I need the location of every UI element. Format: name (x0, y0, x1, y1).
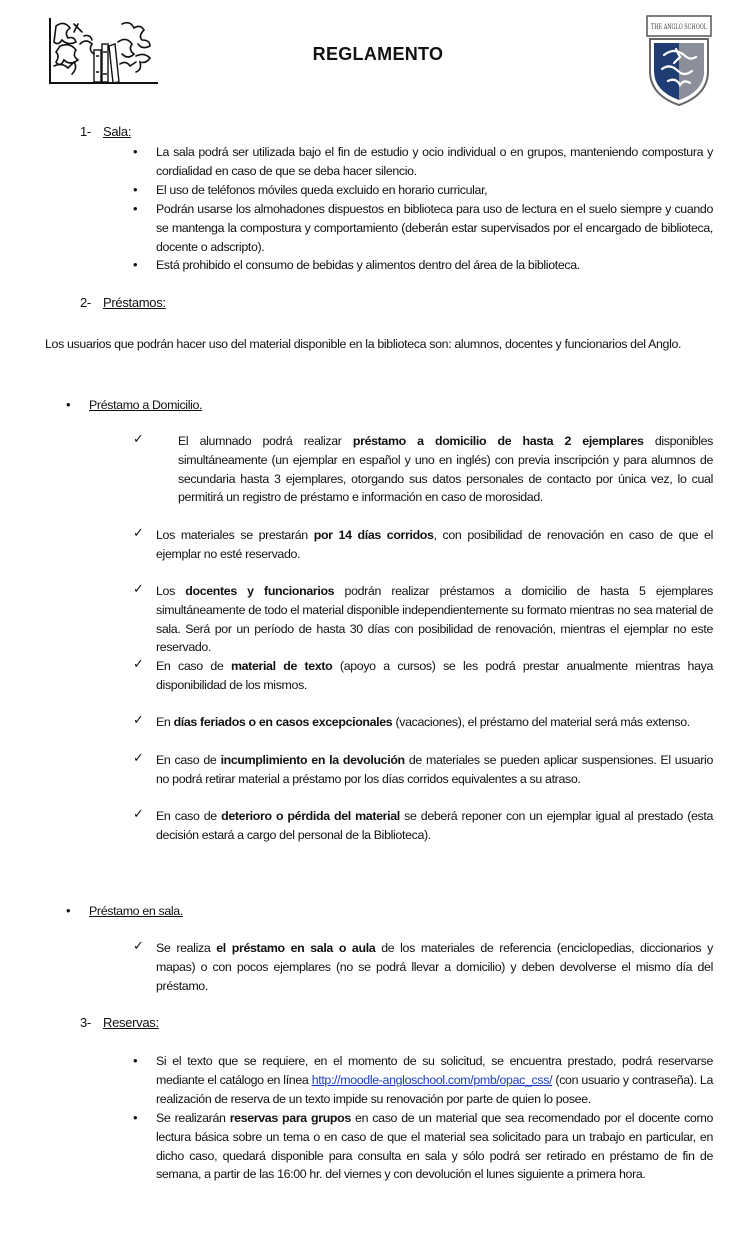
domicilio-rule-7: En caso de deterioro o pérdida del material se deberá reponer con un ejemplar igual al prestado (esta decisión estará a cargo del personal de la Biblioteca). (156, 809, 713, 842)
section-heading-reservas (80, 1014, 159, 1033)
section-label: Sala: (103, 124, 132, 139)
section-heading-prestamos (80, 294, 166, 313)
bullet-icon: • (133, 257, 138, 272)
bullet-icon: • (133, 201, 138, 216)
checkmark-icon: ✓ (133, 751, 144, 766)
opac-catalog-link[interactable]: http://moodle-angloschool.com/pmb/opac_css/ (311, 1072, 553, 1087)
bullet-icon: • (133, 1110, 138, 1125)
en-sala-rule-1: Se realiza el préstamo en sala o aula de los materiales de referencia (enciclopedias, diccionarios y mapas) o con pocos ejemplares (no se podrá llevar a domicilio) y deben devolverse el mismo día del préstamo. (156, 941, 713, 993)
prestamos-intro: Los usuarios que podrán hacer uso del material disponible en la biblioteca son: alumnos, docentes y funcionarios del Anglo. (45, 337, 682, 351)
section-label: Préstamos: (103, 295, 166, 310)
bullet-icon: • (66, 903, 71, 918)
sala-rule-3: Podrán usarse los almohadones dispuestos en biblioteca para uso de lectura en el suelo siempre y cuando se mantenga la compostura y comportamiento (deberán estar supervisados por el encargado de biblioteca, docente o adscripto). (156, 202, 713, 254)
sala-rule-4: Está prohibido el consumo de bebidas y alimentos dentro del área de la biblioteca. (156, 258, 580, 272)
school-crest-icon (646, 15, 712, 107)
page-title: REGLAMENTO (312, 44, 444, 64)
reservas-rule-2: Se realizarán reservas para grupos en caso de un material que sea recomendado por el docente como lectura básica sobre un tema o en caso de que el material sea solicitado para un trabajo en particular, en dicho caso, quedará disponible para consulta en sala y sólo podrá ser retirado en préstamo de fin de semana, a partir de las 16:00 hr. del viernes y con devolución el lunes siguiente a primera hora. (156, 1111, 713, 1182)
section-heading-sala (80, 123, 131, 142)
checkmark-icon: ✓ (133, 807, 144, 822)
bullet-icon: • (133, 1053, 138, 1068)
section-number: 2- (80, 295, 91, 310)
domicilio-rule-4: En caso de material de texto (apoyo a cursos) se les podrá prestar anualmente mientras haya disponibilidad de los mismos. (156, 659, 713, 692)
checkmark-icon: ✓ (133, 526, 144, 541)
reservas-rule-1: Si el texto que se requiere, en el momento de su solicitud, se encuentra prestado, podrá reservarse mediante el catálogo en línea http://moodle-angloschool.com/pmb/opac_css/ (con usuario y contraseña). La realización de reserva de un texto impide su renovación por parte de quien lo posee. (156, 1054, 713, 1106)
checkmark-icon: ✓ (133, 713, 144, 728)
domicilio-rule-2: Los materiales se prestarán por 14 días corridos, con posibilidad de renovación en caso de que el ejemplar no esté reservado. (156, 528, 713, 561)
bullet-icon: • (133, 144, 138, 159)
bullet-icon: • (133, 182, 138, 197)
sala-rule-2: El uso de teléfonos móviles queda excluido en horario curricular, (156, 183, 488, 197)
checkmark-icon: ✓ (133, 939, 144, 954)
checkmark-icon: ✓ (133, 432, 144, 447)
section-number: 1- (80, 124, 91, 139)
subsection-en-sala: Préstamo en sala. (89, 904, 183, 918)
domicilio-rule-1: El alumnado podrá realizar préstamo a domicilio de hasta 2 ejemplares disponibles simultáneamente (un ejemplar en español y uno en inglés) con previa inscripción y para alumnos de secundaria hasta 3 ejemplares, otorgando sus datos personales de contacto por única vez, lo cual permitirá un registro de préstamo e información en caso de morosidad. (178, 434, 713, 505)
bullet-icon: • (66, 397, 71, 412)
domicilio-rule-6: En caso de incumplimiento en la devolución de materiales se pueden aplicar suspensiones. El usuario no podrá retirar material a préstamo por los días corridos equivalentes a su atraso. (156, 753, 713, 786)
domicilio-rule-3: Los docentes y funcionarios podrán realizar préstamos a domicilio de hasta 5 ejemplares simultáneamente de todo el material disponible independientemente su formato mientras no sea material de sala. Será por un período de hasta 30 días con posibilidad de renovación, mientras el ejemplar no este reservado. (156, 584, 713, 655)
sala-rule-1: La sala podrá ser utilizada bajo el fin de estudio y ocio individual o en grupos, manteniendo compostura y cordialidad en caso de que se deba hacer silencio. (156, 145, 713, 178)
subsection-domicilio: Préstamo a Domicilio. (89, 398, 203, 412)
checkmark-icon: ✓ (133, 657, 144, 672)
section-label: Reservas: (103, 1015, 159, 1030)
crest-label: THE ANGLO SCHOOL (651, 22, 708, 31)
section-number: 3- (80, 1015, 91, 1030)
checkmark-icon: ✓ (133, 582, 144, 597)
domicilio-rule-5: En días feriados o en casos excepcionales (vacaciones), el préstamo del material será más extenso. (156, 715, 690, 729)
